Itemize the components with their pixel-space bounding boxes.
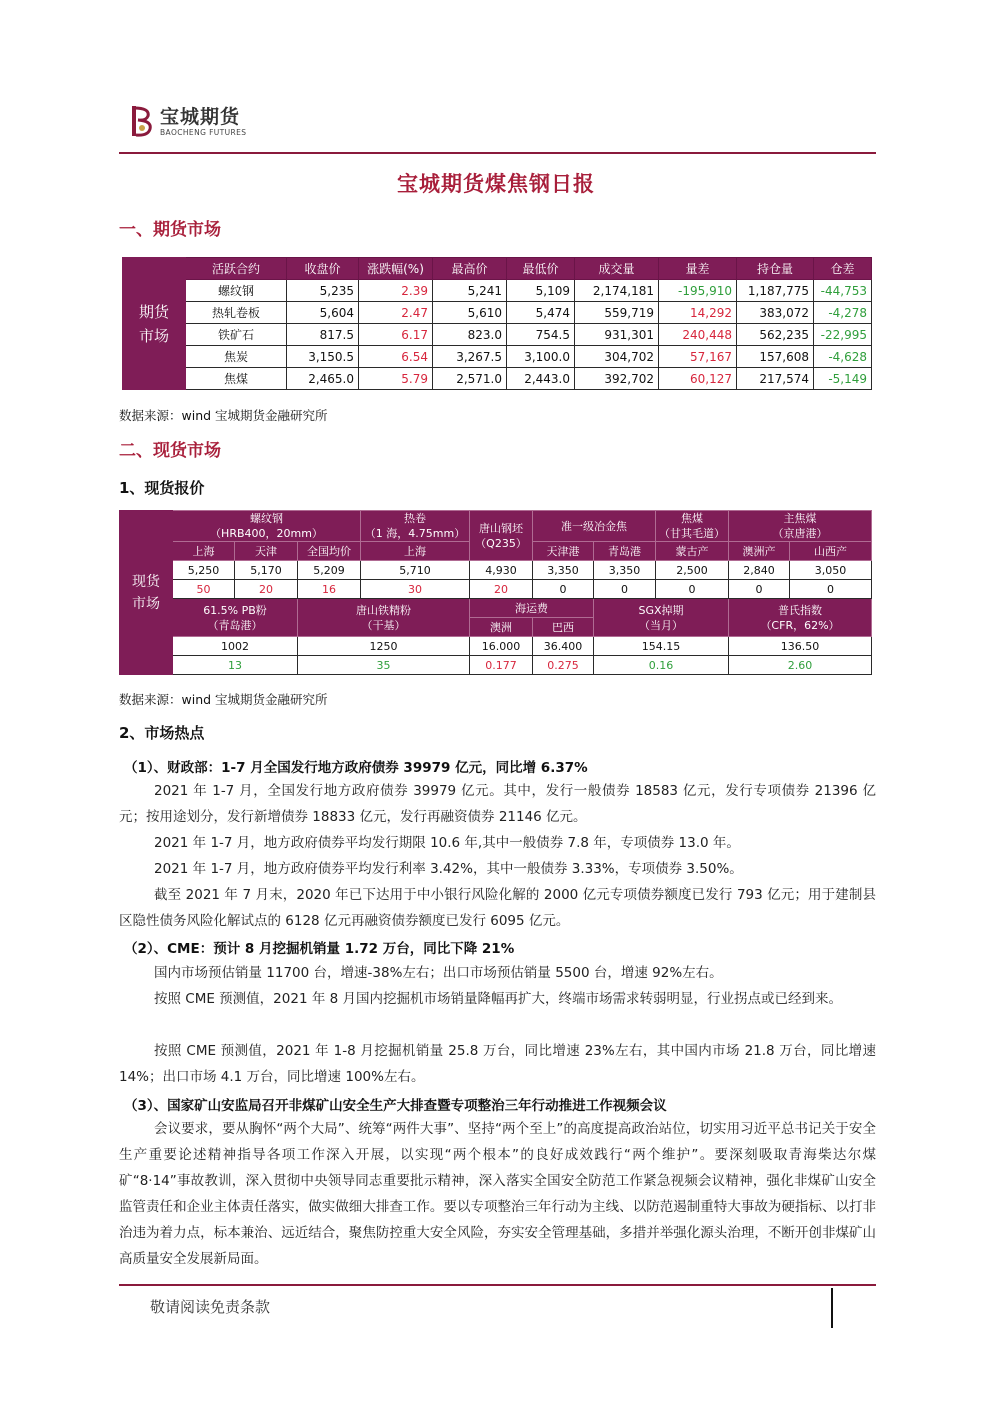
table-cell: 0.275 (533, 656, 594, 675)
table-cell: 3,050 (790, 561, 872, 580)
table-cell: -22,995 (814, 324, 872, 346)
table-cell: 304,702 (575, 346, 659, 368)
table-cell: 817.5 (287, 324, 359, 346)
column-subheader: 澳洲产 (729, 542, 790, 561)
table-row (120, 656, 872, 675)
news-paragraph: 2021 年 1-7 月，地方政府债券平均发行利率 3.42%，其中一般债券 3.33%，专项债券 3.50%。 (154, 861, 743, 877)
news-paragraph: 2021 年 1-7 月，地方政府债券平均发行期限 10.6 年,其中一般债券 7.8 年，专项债券 13.0 年。 (154, 835, 740, 851)
column-subheader: 全国均价 (298, 542, 361, 561)
table-cell: 60,127 (659, 368, 737, 390)
column-header: 成交量 (575, 258, 659, 280)
table-cell: 2,174,181 (575, 280, 659, 302)
subsection-heading-market-hotspots: 2、市场热点 (119, 724, 205, 742)
table-cell: 5.79 (359, 368, 433, 390)
table-cell: 5,604 (287, 302, 359, 324)
footer-divider-vertical (831, 1288, 833, 1328)
table-cell: 559,719 (575, 302, 659, 324)
table-cell: 5,474 (507, 302, 575, 324)
table-cell: -4,278 (814, 302, 872, 324)
table-cell: 3,150.5 (287, 346, 359, 368)
table-cell: 823.0 (433, 324, 507, 346)
document-title: 宝城期货煤焦钢日报 (397, 172, 595, 196)
footer-divider (119, 1284, 876, 1286)
column-subheader: 澳洲 (470, 618, 533, 637)
contract-name: 焦炭 (186, 346, 287, 368)
table-cell: 6.17 (359, 324, 433, 346)
column-subheader: 青岛港 (594, 542, 656, 561)
column-header-hotroll: 热卷 （1 海，4.75mm） (361, 511, 470, 542)
table-row (123, 280, 872, 302)
news-paragraph: 按照 CME 预测值，2021 年 8 月国内挖掘机市场销量降幅再扩大，终端市场需求转弱明显，行业拐点或已经到来。 (154, 991, 843, 1007)
table-cell: 1,187,775 (737, 280, 814, 302)
table-cell: 0 (656, 580, 729, 599)
column-header-coking-coal: 焦煤 （甘其毛道） (656, 511, 729, 542)
table-row (120, 580, 872, 599)
table-cell: 6.54 (359, 346, 433, 368)
column-header: 活跃合约 (186, 258, 287, 280)
news-paragraph: 按照 CME 预测值，2021 年 1-8 月挖掘机销量 25.8 万台，同比增速 23%左右，其中国内市场 21.8 万台，同比增速 14%；出口市场 4.1 万台，同比增速 100%左右。 (119, 1043, 876, 1085)
table-cell: 1002 (173, 637, 298, 656)
column-header-main-coking-coal: 主焦煤 （京唐港） (729, 511, 872, 542)
news-title: （1）、财政部：1-7 月全国发行地方政府债券 39979 亿元，同比增 6.37% (124, 760, 588, 776)
column-header-pb-fines: 61.5% PB粉 （青岛港） (173, 599, 298, 637)
table-cell: -195,910 (659, 280, 737, 302)
table-cell: -4,628 (814, 346, 872, 368)
spot-market-table (119, 510, 872, 675)
table-side-label: 现货 市场 (120, 511, 173, 675)
column-header-freight: 海运费 (470, 599, 594, 618)
table-cell: 0 (729, 580, 790, 599)
table-cell: 2,465.0 (287, 368, 359, 390)
brand-logo (130, 104, 246, 138)
table-cell: 3,267.5 (433, 346, 507, 368)
column-subheader: 蒙古产 (656, 542, 729, 561)
table-cell: 754.5 (507, 324, 575, 346)
brand-name: 宝城期货 (160, 105, 241, 128)
column-subheader: 上海 (361, 542, 470, 561)
table-row (120, 637, 872, 656)
table-cell: 2.60 (729, 656, 872, 675)
table-cell: 14,292 (659, 302, 737, 324)
table-cell: 0 (790, 580, 872, 599)
contract-name: 热轧卷板 (186, 302, 287, 324)
news-paragraph: 2021 年 1-7 月，全国发行地方政府债券 39979 亿元。其中，发行一般债券 18583 亿元，发行专项债券 21396 亿元；按用途划分，发行新增债券 18833 亿元，发行再融资债券 21146 亿元。 (119, 783, 876, 825)
table-cell: 2,571.0 (433, 368, 507, 390)
header-divider (119, 152, 876, 154)
news-paragraph: 会议要求，要从胸怀“两个大局”、统筹“两件大事”、坚持“两个至上”的高度提高政治站位，切实用习近平总书记关于安全生产重要论述精神指导各项工作深入开展，以实现“两个根本”的良好成效践行“两个维护”。要深刻吸取青海柴达尔煤矿“8·14”事故教训，深入贯彻中央领导同志重要批示精神，深入落实全国安全防范工作紧急视频会议精神，强化非煤矿山安全监管责任和企业主体责任落实，做实做细大排查工作。要以专项整治三年行动为主线、以防范遏制重特大事故为硬指标、以打非治违为着力点，标本兼治、远近结合，聚焦防控重大安全风险，夯实安全管理基础，多措并举强化源头治理，不断开创非煤矿山高质量安全发展新局面。 (119, 1121, 876, 1267)
table-cell: 0.177 (470, 656, 533, 675)
column-subheader: 天津港 (533, 542, 594, 561)
column-subheader: 上海 (173, 542, 235, 561)
table-header-row (120, 599, 872, 618)
contract-name: 铁矿石 (186, 324, 287, 346)
table-cell: 3,350 (594, 561, 656, 580)
table-cell: 16.000 (470, 637, 533, 656)
table-cell: 50 (173, 580, 235, 599)
news-title: （3）、国家矿山安监局召开非煤矿山安全生产大排查暨专项整治三年行动推进工作视频会议 (124, 1098, 667, 1114)
data-source-note: 数据来源：wind 宝城期货金融研究所 (119, 692, 328, 707)
table-cell: 383,072 (737, 302, 814, 324)
table-cell: 217,574 (737, 368, 814, 390)
table-header-row (123, 258, 872, 280)
table-cell: 2,840 (729, 561, 790, 580)
table-header-row (120, 511, 872, 542)
table-row (123, 368, 872, 390)
news-paragraph: 截至 2021 年 7 月末，2020 年已下达用于中小银行风险化解的 2000 亿元专项债券额度已发行 793 亿元；用于建制县区隐性债务风险化解试点的 6128 亿元再融资债券额度已发行 6095 亿元。 (119, 887, 876, 929)
column-subheader: 巴西 (533, 618, 594, 637)
table-cell: 2.39 (359, 280, 433, 302)
logo-icon (130, 104, 154, 138)
data-source-note: 数据来源：wind 宝城期货金融研究所 (119, 408, 328, 423)
table-cell: -44,753 (814, 280, 872, 302)
column-header: 收盘价 (287, 258, 359, 280)
news-paragraph: 国内市场预估销量 11700 台，增速-38%左右；出口市场预估销量 5500 台，增速 92%左右。 (154, 965, 723, 981)
table-cell: 1250 (298, 637, 470, 656)
contract-name: 螺纹钢 (186, 280, 287, 302)
table-cell: 0 (594, 580, 656, 599)
table-cell: 5,241 (433, 280, 507, 302)
table-cell: 154.15 (594, 637, 729, 656)
news-title: （2）、CME：预计 8 月挖掘机销量 1.72 万台，同比下降 21% (124, 941, 515, 957)
table-cell: -5,149 (814, 368, 872, 390)
table-cell: 157,608 (737, 346, 814, 368)
column-header: 持仓量 (737, 258, 814, 280)
table-cell: 240,448 (659, 324, 737, 346)
table-row (123, 302, 872, 324)
table-cell: 2,500 (656, 561, 729, 580)
table-row (123, 324, 872, 346)
column-subheader: 天津 (235, 542, 298, 561)
section-heading-futures: 一、期货市场 (119, 220, 221, 240)
disclaimer-note: 敬请阅读免责条款 (150, 1298, 271, 1316)
table-cell: 5,610 (433, 302, 507, 324)
table-cell: 392,702 (575, 368, 659, 390)
column-header: 最低价 (507, 258, 575, 280)
table-cell: 57,167 (659, 346, 737, 368)
column-header-tangshan-concentrate: 唐山铁精粉 （干基） (298, 599, 470, 637)
table-cell: 136.50 (729, 637, 872, 656)
table-cell: 36.400 (533, 637, 594, 656)
table-cell: 5,170 (235, 561, 298, 580)
futures-market-table (122, 257, 872, 390)
table-cell: 0.16 (594, 656, 729, 675)
subsection-heading-spot-quotes: 1、现货报价 (119, 479, 205, 497)
table-cell: 931,301 (575, 324, 659, 346)
table-cell: 30 (361, 580, 470, 599)
table-cell: 5,710 (361, 561, 470, 580)
section-heading-spot: 二、现货市场 (119, 441, 221, 461)
brand-name-en: BAOCHENG FUTURES (160, 127, 247, 137)
table-cell: 562,235 (737, 324, 814, 346)
table-side-label: 期货 市场 (123, 258, 186, 390)
table-cell: 20 (470, 580, 533, 599)
column-header-sgx-swap: SGX掉期 （当月） (594, 599, 729, 637)
table-cell: 2,443.0 (507, 368, 575, 390)
table-cell: 3,350 (533, 561, 594, 580)
table-cell: 4,930 (470, 561, 533, 580)
column-header-coke: 准一级冶金焦 (533, 511, 656, 542)
contract-name: 焦煤 (186, 368, 287, 390)
table-cell: 2.47 (359, 302, 433, 324)
table-cell: 20 (235, 580, 298, 599)
table-cell: 35 (298, 656, 470, 675)
column-header: 涨跌幅(%) (359, 258, 433, 280)
table-cell: 3,100.0 (507, 346, 575, 368)
column-header-platts-index: 普氏指数 （CFR，62%） (729, 599, 872, 637)
table-cell: 5,209 (298, 561, 361, 580)
table-cell: 5,235 (287, 280, 359, 302)
table-cell: 0 (533, 580, 594, 599)
table-cell: 13 (173, 656, 298, 675)
table-cell: 5,109 (507, 280, 575, 302)
column-header: 量差 (659, 258, 737, 280)
table-row (120, 561, 872, 580)
table-row (123, 346, 872, 368)
column-subheader: 山西产 (790, 542, 872, 561)
column-header: 仓差 (814, 258, 872, 280)
table-cell: 16 (298, 580, 361, 599)
column-header-rebar: 螺纹钢 （HRB400，20mm） (173, 511, 361, 542)
table-cell: 5,250 (173, 561, 235, 580)
column-header-billet: 唐山钢坯 （Q235） (470, 511, 533, 561)
column-header: 最高价 (433, 258, 507, 280)
